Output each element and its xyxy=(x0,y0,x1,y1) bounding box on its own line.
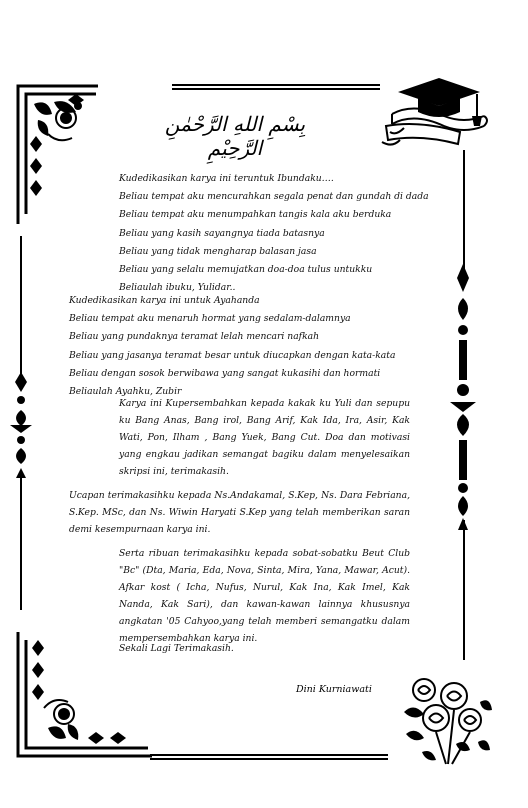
bottom-rule xyxy=(150,754,388,760)
diploma-scroll-icon xyxy=(380,118,470,152)
poem-line: Beliau yang jasanya teramat besar untuk diucapkan dengan kata-kata xyxy=(69,349,396,361)
poem-father xyxy=(69,292,395,401)
bismillah-calligraphy: بِسْمِ اللهِ الرَّحْمٰنِ الرَّحِيْمِ xyxy=(164,112,306,160)
right-border-line-lower xyxy=(463,520,465,660)
left-border-line xyxy=(20,236,22,386)
vertical-ornament-icon xyxy=(448,262,478,532)
rose-bouquet-icon xyxy=(396,672,494,768)
corner-ornament-icon xyxy=(8,628,158,764)
poem-line: Kudedikasikan karya ini teruntuk Ibundaku…. xyxy=(119,173,334,184)
paragraph-advisors: Ucapan terimakasihku kepada Ns.Andakamal, S.Kep, Ns. Dara Febriana, S.Kep. MSc, dan Ns. Wiwin Haryati S.Kep yang telah memberikan saran demi kesempurnaan karya ini. xyxy=(69,490,410,535)
poem-line: Beliau tempat aku mencurahkan segala penat dan gundah di dada xyxy=(119,191,429,203)
paragraph-siblings: Karya ini Kupersembahkan kepada kakak ku Yuli dan sepupu ku Bang Anas, Bang irol, Bang Arif, Kak Ida, Ira, Asir, Kak Wati, Pon, Ilham , Bang Yuek, Bang Cut. Doa dan motivasi yang engkau jadikan semangat bagiku dalam menyelesaikan skripsi ini, terimakasih. xyxy=(119,398,410,477)
corner-ornament-icon xyxy=(8,74,104,234)
poem-line: Beliau tempat aku menaruh hormat yang sedalam-dalamnya xyxy=(69,313,351,325)
poem-line: Beliau dengan sosok berwibawa yang sangat kukasihi dan hormati xyxy=(69,367,381,379)
closing-line: Sekali Lagi Terimakasih. xyxy=(119,643,234,654)
paragraph-friends: Serta ribuan terimakasihku kepada sobat-sobatku Beut Club "Bc" (Dta, Maria, Eda, Nova, Sinta, Mira, Yana, Mawar, Acut). Afkar kost ( Icha, Nufus, Nurul, Kak Ina, Kak Imel, Kak Nanda, Kak Sari), dan kawan-kawan lainnya khususnya angkatan '05 Cahyoo,yang telah memberi semangatku dalam mempersembahkan karya ini. xyxy=(119,548,410,644)
poem-line: Beliaulah ibuku, Yulidar.. xyxy=(119,282,236,294)
poem-line: Kudedikasikan karya ini untuk Ayahanda xyxy=(69,295,260,306)
left-border-line-lower xyxy=(20,470,22,610)
top-rule xyxy=(172,84,380,90)
vertical-ornament-icon xyxy=(6,370,36,480)
right-border-line xyxy=(463,150,465,270)
poem-line: Beliau yang selalu memujatkan doa-doa tulus untukku xyxy=(119,264,373,276)
poem-line: Beliau yang tidak mengharap balasan jasa xyxy=(119,245,317,257)
poem-line: Beliau yang kasih sayangnya tiada batasnya xyxy=(119,227,325,239)
poem-line: Beliaulah Ayahku, Zubir xyxy=(69,386,182,398)
poem-line: Beliau yang pundaknya teramat lelah mencari nafkah xyxy=(69,331,320,343)
poem-mother xyxy=(119,170,429,297)
signature-name: Dini Kurniawati xyxy=(296,684,372,695)
poem-line: Beliau tempat aku menumpahkan tangis kala aku berduka xyxy=(119,209,392,221)
